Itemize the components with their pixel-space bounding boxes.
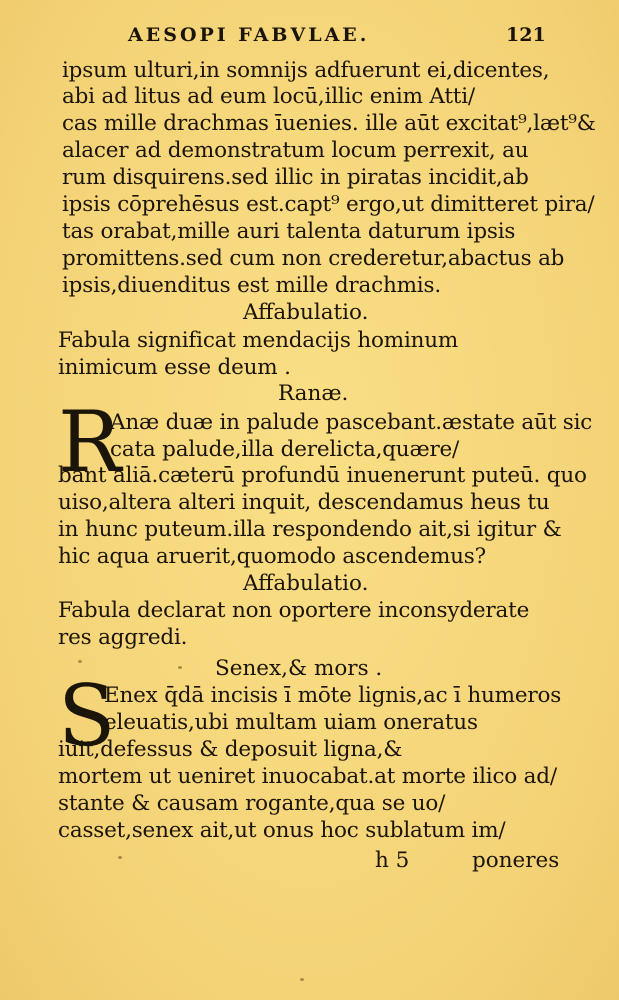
moral-line: res aggredi. <box>58 625 188 650</box>
moral-line: inimicum esse deum . <box>58 355 291 380</box>
paper-speck <box>118 856 122 859</box>
text-line: cas mille drachmas īuenies. ille aūt excitat⁹,læt⁹& <box>62 111 596 136</box>
text-line: ipsis cōprehēsus est.capt⁹ ergo,ut dimitteret pira/ <box>62 192 595 217</box>
moral-line: Fabula significat mendacijs hominum <box>58 328 459 353</box>
text-line: ipsis,diuenditus est mille drachmis. <box>62 273 441 298</box>
moral-heading: Affabulatio. <box>243 571 369 596</box>
text-line: bant aliā.cæterū profundū inuenerunt puteū. quo <box>58 463 587 488</box>
moral-line: Fabula declarat non oportere inconsyderate <box>58 598 530 623</box>
paper-speck <box>300 978 304 981</box>
text-line: uiso,altera alteri inquit, descendamus heus tu <box>58 490 550 515</box>
text-line: Enex q̄dā incisis ī mōte lignis,ac ī humeros <box>104 683 562 708</box>
text-line: abi ad litus ad eum locū,illic enim Atti/ <box>62 84 475 109</box>
running-title: AESOPI FABVLAE. <box>128 24 370 46</box>
text-line: Anæ duæ in palude pascebant.æstate aūt sic <box>110 410 593 435</box>
text-line: tas orabat,mille auri talenta daturum ipsis <box>62 219 516 244</box>
text-line: ipsum ulturi,in somnijs adfuerunt ei,dicentes, <box>62 58 550 83</box>
text-line: stante & causam rogante,qua se uo/ <box>58 791 446 816</box>
text-line: promittens.sed cum non crederetur,abactus ab <box>62 246 565 271</box>
text-line: hic aqua aruerit,quomodo ascendemus? <box>58 544 486 569</box>
paper-speck <box>178 666 182 669</box>
paper-speck <box>78 660 82 663</box>
drop-cap: R <box>58 393 122 491</box>
fable-title: Senex,& mors . <box>215 656 383 681</box>
signature-mark: h 5 <box>375 848 410 873</box>
text-line: mortem ut ueniret inuocabat.at morte ilico ad/ <box>58 764 557 789</box>
text-line: eleuatis,ubi multam uiam oneratus <box>104 710 478 735</box>
catchword: poneres <box>472 848 560 873</box>
text-line: casset,senex ait,ut onus hoc sublatum im/ <box>58 818 506 843</box>
text-line: rum disquirens.sed illic in piratas incidit,ab <box>62 165 529 190</box>
text-line: in hunc puteum.illa respondendo ait,si igitur & <box>58 517 562 542</box>
text-line: iuit,defessus & deposuit ligna,& <box>58 737 403 762</box>
text-line: alacer ad demonstratum locum perrexit, au <box>62 138 529 163</box>
page-number: 121 <box>506 24 546 46</box>
drop-cap: S <box>58 667 116 765</box>
moral-heading: Affabulatio. <box>243 300 369 325</box>
fable-title: Ranæ. <box>278 381 349 406</box>
text-line: cata palude,illa derelicta,quære/ <box>110 437 460 462</box>
